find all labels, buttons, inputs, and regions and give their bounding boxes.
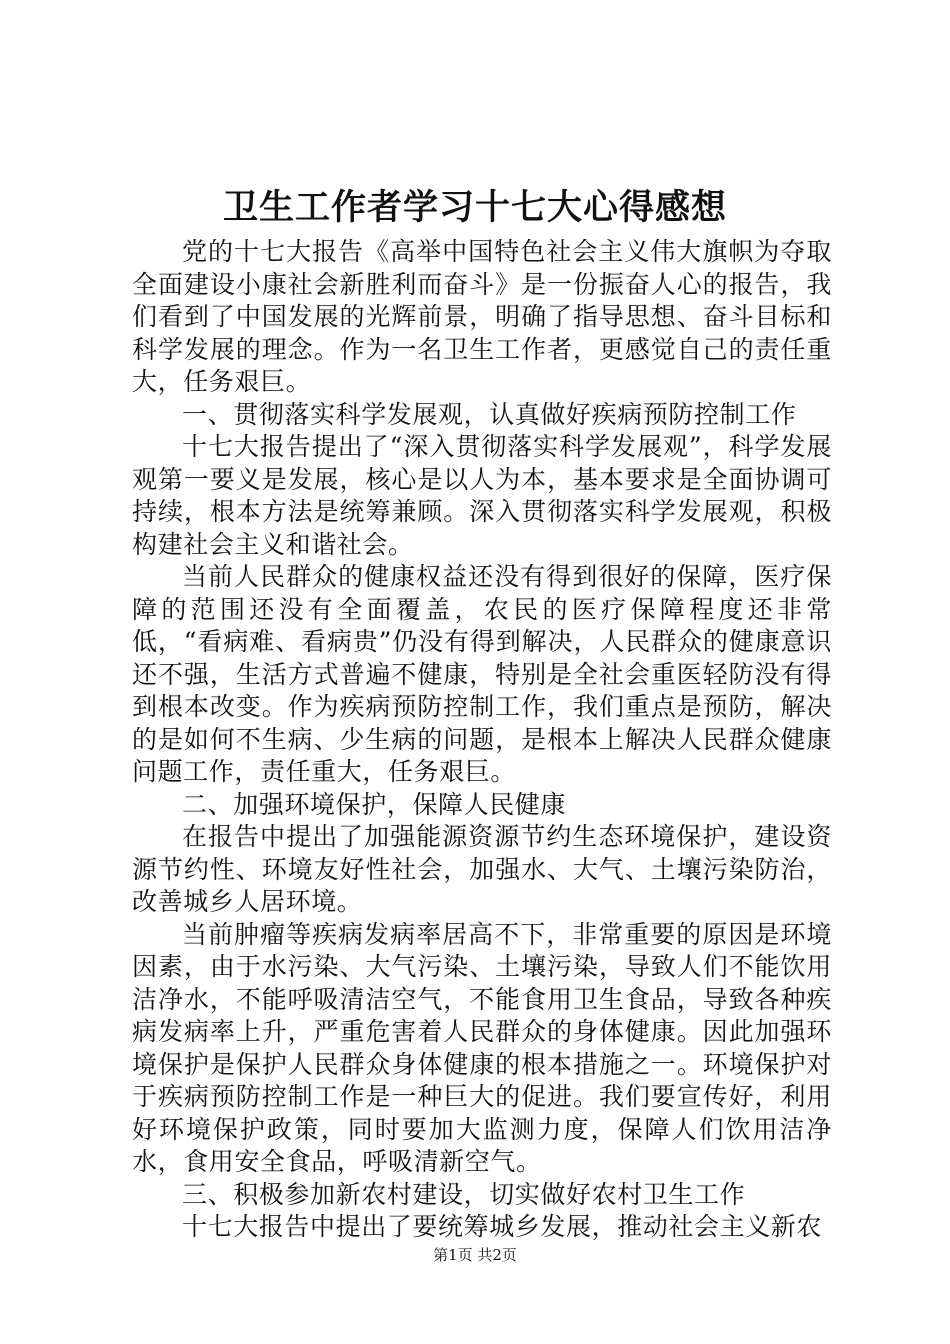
paragraph: 当前人民群众的健康权益还没有得到很好的保障，医疗保障的范围还没有全面覆盖，农民的医疗保障程度还非常低，“看病难、看病贵”仍没有得到解决，人民群众的健康意识还不强，生活方式普遍不健康，特别是全社会重医轻防没有得到根本改变。作为疾病预防控制工作，我们重点是预防，解决的是如何不生病、少生病的问题，是根本上解决人民群众健康问题工作，责任重大，任务艰巨。 [132,562,832,786]
paragraph: 当前肿瘤等疾病发病率居高不下，非常重要的原因是环境因素，由于水污染、大气污染、土壤污染，导致人们不能饮用洁净水，不能呼吸清洁空气，不能食用卫生食品，导致各种疾病发病率上升，严重危害着人民群众的身体健康。因此加强环境保护是保护人民群众身体健康的根本措施之一。环境保护对于疾病预防控制工作是一种巨大的促进。我们要宣传好，利用好环境保护政策，同时要加大监测力度，保障人们饮用洁净水，食用安全食品，呼吸清新空气。 [132,919,832,1176]
section-heading-2: 二、加强环境保护，保障人民健康 [182,789,567,819]
section-heading-1: 一、贯彻落实科学发展观，认真做好疾病预防控制工作 [182,399,797,429]
section-heading-3: 三、积极参加新农村建设，切实做好农村卫生工作 [182,1179,746,1209]
document-title: 卫生工作者学习十七大心得感想 [222,187,727,228]
paragraph-intro: 党的十七大报告《高举中国特色社会主义伟大旗帜为夺取全面建设小康社会新胜利而奋斗》是一份振奋人心的报告，我们看到了中国发展的光辉前景，明确了指导思想、奋斗目标和科学发展的理念。作为一名卫生工作者，更感觉自己的责任重大，任务艰巨。 [132,237,832,396]
paragraph: 在报告中提出了加强能源资源节约生态环境保护，建设资源节约性、环境友好性社会，加强水、大气、土壤污染防治，改善城乡人居环境。 [132,822,832,916]
paragraph: 十七大报告中提出了要统筹城乡发展，推动社会主义新农 [182,1212,823,1241]
paragraph: 十七大报告提出了“深入贯彻落实科学发展观”，科学发展观第一要义是发展，核心是以人为本，基本要求是全面协调可持续，根本方法是统筹兼顾。深入贯彻落实科学发展观，积极构建社会主义和谐社会。 [132,432,832,559]
document-body [132,236,832,1244]
page-number: 第1页 共2页 [433,1246,517,1264]
